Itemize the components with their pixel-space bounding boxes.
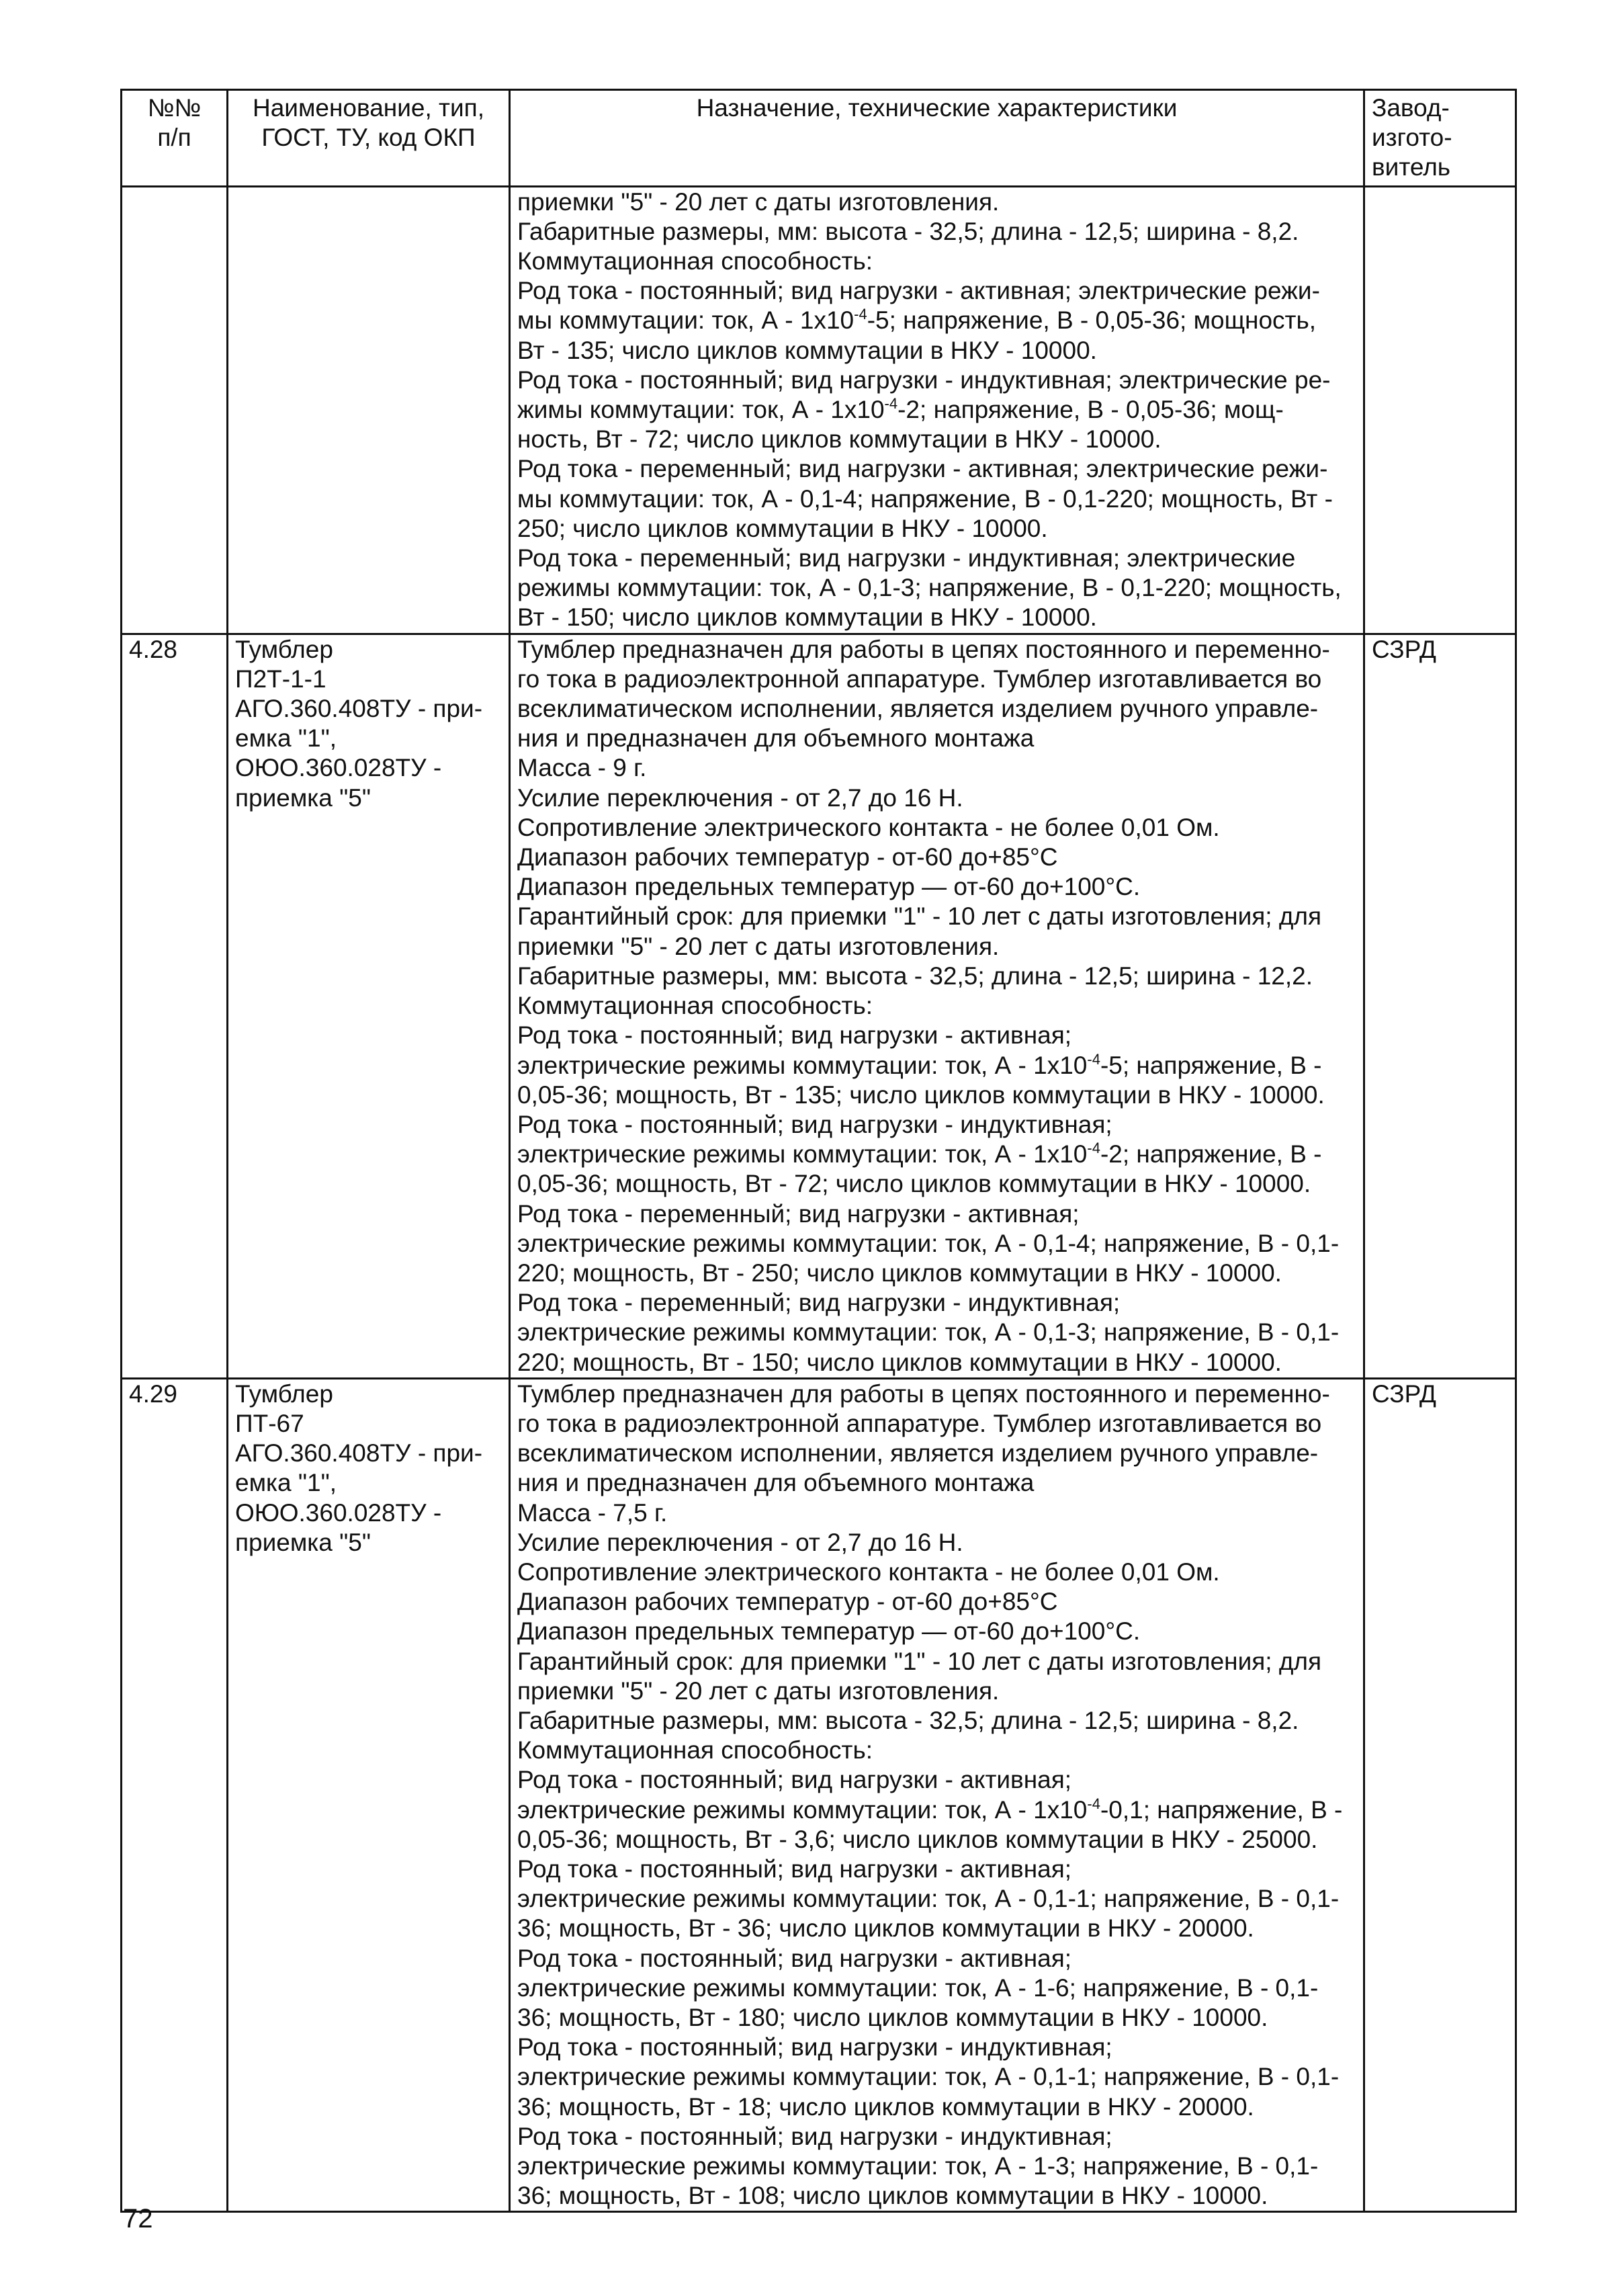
text-line: емка "1", — [235, 724, 337, 753]
cell-number — [122, 634, 228, 1378]
text-line: 220; мощность, Вт - 150; число циклов коммутации в НКУ - 10000. — [517, 1348, 1282, 1376]
text-line: ность, Вт - 72; число циклов коммутации в НКУ - 10000. — [517, 425, 1162, 454]
item-purpose — [517, 1379, 1356, 2211]
cell-manufacturer — [1364, 1378, 1516, 2212]
text-line: АГО.360.408ТУ - при- — [235, 1439, 483, 1468]
text-line: электрические режимы коммутации: ток, А - $1х10^{-4}-2$; напряжение, В - — [517, 1140, 1322, 1168]
cell-number — [122, 1378, 228, 2212]
page-number: 72 — [123, 2204, 153, 2234]
item-manufacturer: СЗРД — [1372, 1379, 1436, 1408]
item-purpose — [517, 187, 1356, 633]
header-name-label: Наименование, тип, ГОСТ, ТУ, код ОКП — [253, 94, 484, 152]
text-line: Тумблер предназначен для работы в цепях постоянного и переменно- — [517, 1379, 1330, 1408]
cell-purpose — [510, 634, 1364, 1378]
text-line: 36; мощность, Вт - 18; число циклов коммутации в НКУ - 20000. — [517, 2092, 1254, 2121]
text-line: мы коммутации: ток, А - 0,1-4; напряжение, В - 0,1-220; мощность, Вт - — [517, 484, 1333, 513]
item-name — [235, 635, 502, 813]
text-line: ния и предназначен для объемного монтажа — [517, 1469, 1035, 1497]
text-line: Диапазон рабочих температур - от-60 до+85°С — [517, 843, 1058, 871]
text-line: го тока в радиоэлектронной аппаратуре. Тумблер изготавливается во — [517, 665, 1322, 693]
text-line: Род тока - постоянный; вид нагрузки - индуктивная; — [517, 1110, 1112, 1138]
text-line: Коммутационная способность: — [517, 247, 873, 275]
text-line: Род тока - постоянный; вид нагрузки - индуктивная; — [517, 2033, 1112, 2061]
text-line: ОЮО.360.028ТУ - — [235, 754, 442, 782]
text-line: Род тока - переменный; вид нагрузки - индуктивная; — [517, 1289, 1121, 1317]
text-line: 36; мощность, Вт - 108; число циклов коммутации в НКУ - 10000. — [517, 2182, 1268, 2210]
text-line: ОЮО.360.028ТУ - — [235, 1498, 442, 1527]
text-line: Род тока - постоянный; вид нагрузки - активная; электрические режи- — [517, 277, 1320, 305]
text-line: Род тока - переменный; вид нагрузки - активная; электрические режи- — [517, 455, 1328, 483]
header-name — [228, 90, 510, 187]
text-line: ния и предназначен для объемного монтажа — [517, 724, 1035, 753]
text-line: приемки "5" - 20 лет с даты изготовления. — [517, 1676, 1000, 1705]
text-line: ПТ-67 — [235, 1409, 304, 1437]
text-line: Диапазон рабочих температур - от-60 до+85°С — [517, 1588, 1058, 1616]
text-line: Род тока - постоянный; вид нагрузки - индуктивная; электрические ре- — [517, 366, 1331, 394]
text-line: Род тока - постоянный; вид нагрузки - индуктивная; — [517, 2122, 1112, 2150]
item-number: 4.29 — [129, 1379, 178, 1408]
text-line: Род тока - постоянный; вид нагрузки - активная; — [517, 1021, 1072, 1050]
text-line: Коммутационная способность: — [517, 1736, 873, 1764]
header-purpose-label: Назначение, технические характеристики — [696, 94, 1178, 122]
text-line: всеклиматическом исполнении, является изделием ручного управле- — [517, 1439, 1319, 1468]
item-number: 4.28 — [129, 635, 178, 663]
cell-manufacturer — [1364, 634, 1516, 1378]
text-line: Тумблер — [235, 1379, 333, 1408]
text-line: Коммутационная способность: — [517, 992, 873, 1020]
table-row — [122, 634, 1516, 1378]
cell-number — [122, 186, 228, 634]
text-line: Габаритные размеры, мм: высота - 32,5; длина - 12,5; ширина - 12,2. — [517, 962, 1313, 990]
text-line: Вт - 135; число циклов коммутации в НКУ - 10000. — [517, 336, 1097, 364]
table-header-row — [122, 90, 1516, 187]
text-line: жимы коммутации: ток, А - $1х10^{-4}-2$; напряжение, В - 0,05-36; мощ- — [517, 395, 1284, 424]
text-line: приемка "5" — [235, 783, 371, 812]
header-manufacturer-label: Завод- изгото- витель — [1372, 94, 1452, 181]
text-line: го тока в радиоэлектронной аппаратуре. Тумблер изготавливается во — [517, 1409, 1322, 1437]
text-line: 0,05-36; мощность, Вт - 72; число циклов коммутации в НКУ - 10000. — [517, 1170, 1311, 1198]
text-line: электрические режимы коммутации: ток, А - 0,1-4; напряжение, В - 0,1- — [517, 1229, 1340, 1257]
text-line: Вт - 150; число циклов коммутации в НКУ - 10000. — [517, 603, 1097, 632]
text-line: приемка "5" — [235, 1528, 371, 1556]
text-line: Габаритные размеры, мм: высота - 32,5; длина - 12,5; ширина - 8,2. — [517, 1706, 1299, 1734]
cell-purpose — [510, 1378, 1364, 2212]
text-line: Диапазон предельных температур — от-60 до+100°С. — [517, 873, 1141, 901]
header-manufacturer — [1364, 90, 1516, 187]
text-line: Усилие переключения - от 2,7 до 16 Н. — [517, 1528, 963, 1556]
text-line: Сопротивление электрического контакта - не более 0,01 Ом. — [517, 1558, 1220, 1586]
text-line: емка "1", — [235, 1469, 337, 1497]
table-row — [122, 1378, 1516, 2212]
text-line: П2Т-1-1 — [235, 665, 326, 693]
item-name — [235, 1379, 502, 1558]
text-line: всеклиматическом исполнении, является изделием ручного управле- — [517, 695, 1319, 723]
text-line: Род тока - переменный; вид нагрузки - индуктивная; электрические — [517, 544, 1296, 572]
text-line: 0,05-36; мощность, Вт - 135; число циклов коммутации в НКУ - 10000. — [517, 1080, 1325, 1109]
text-line: приемки "5" - 20 лет с даты изготовления. — [517, 187, 1000, 216]
text-line: Род тока - постоянный; вид нагрузки - активная; — [517, 1766, 1072, 1794]
text-line: Диапазон предельных температур — от-60 до+100°С. — [517, 1617, 1141, 1646]
text-line: 0,05-36; мощность, Вт - 3,6; число циклов коммутации в НКУ - 25000. — [517, 1825, 1318, 1853]
text-line: Тумблер — [235, 635, 333, 663]
text-line: Род тока - постоянный; вид нагрузки - активная; — [517, 1855, 1072, 1883]
item-purpose — [517, 635, 1356, 1377]
text-line: электрические режимы коммутации: ток, А - $1х10^{-4}-0,1$; напряжение, В - — [517, 1795, 1343, 1824]
text-line: Тумблер предназначен для работы в цепях постоянного и переменно- — [517, 635, 1330, 663]
text-line: АГО.360.408ТУ - при- — [235, 695, 483, 723]
text-line: мы коммутации: ток, А - $1х10^{-4}-5$; напряжение, В - 0,05-36; мощность, — [517, 306, 1317, 335]
cell-name — [228, 634, 510, 1378]
cell-name — [228, 1378, 510, 2212]
table-row — [122, 186, 1516, 634]
text-line: Масса - 9 г. — [517, 754, 647, 782]
header-number-label: №№ п/п — [147, 94, 202, 152]
text-line: электрические режимы коммутации: ток, А - 0,1-1; напряжение, В - 0,1- — [517, 1885, 1340, 1913]
text-line: Масса - 7,5 г. — [517, 1498, 668, 1527]
item-manufacturer: СЗРД — [1372, 635, 1436, 663]
text-line: 36; мощность, Вт - 36; число циклов коммутации в НКУ - 20000. — [517, 1914, 1254, 1943]
text-line: электрические режимы коммутации: ток, А - 1-3; напряжение, В - 0,1- — [517, 2152, 1319, 2180]
text-line: приемки "5" - 20 лет с даты изготовления. — [517, 932, 1000, 960]
text-line: 36; мощность, Вт - 180; число циклов коммутации в НКУ - 10000. — [517, 2004, 1268, 2031]
text-line: Сопротивление электрического контакта - не более 0,01 Ом. — [517, 813, 1220, 841]
cell-purpose — [510, 186, 1364, 634]
spec-table — [120, 89, 1517, 2213]
text-line: электрические режимы коммутации: ток, А - $1х10^{-4}-5$; напряжение, В - — [517, 1050, 1322, 1079]
text-line: режимы коммутации: ток, А - 0,1-3; напряжение, В - 0,1-220; мощность, — [517, 574, 1342, 602]
cell-name — [228, 186, 510, 634]
text-line: Род тока - постоянный; вид нагрузки - активная; — [517, 1944, 1072, 1972]
text-line: Гарантийный срок: для приемки "1" - 10 лет с даты изготовления; для — [517, 1647, 1322, 1675]
text-line: Габаритные размеры, мм: высота - 32,5; длина - 12,5; ширина - 8,2. — [517, 217, 1299, 245]
text-line: электрические режимы коммутации: ток, А - 0,1-1; напряжение, В - 0,1- — [517, 2063, 1340, 2091]
text-line: электрические режимы коммутации: ток, А - 0,1-3; напряжение, В - 0,1- — [517, 1318, 1340, 1347]
cell-manufacturer — [1364, 186, 1516, 634]
header-purpose — [510, 90, 1364, 187]
text-line: Гарантийный срок: для приемки "1" - 10 лет с даты изготовления; для — [517, 902, 1322, 931]
text-line: 220; мощность, Вт - 250; число циклов коммутации в НКУ - 10000. — [517, 1259, 1282, 1287]
text-line: 250; число циклов коммутации в НКУ - 10000. — [517, 514, 1048, 542]
text-line: Усилие переключения - от 2,7 до 16 Н. — [517, 783, 963, 812]
text-line: электрические режимы коммутации: ток, А - 1-6; напряжение, В - 0,1- — [517, 1973, 1319, 2002]
text-line: Род тока - переменный; вид нагрузки - активная; — [517, 1199, 1080, 1228]
header-number — [122, 90, 228, 187]
